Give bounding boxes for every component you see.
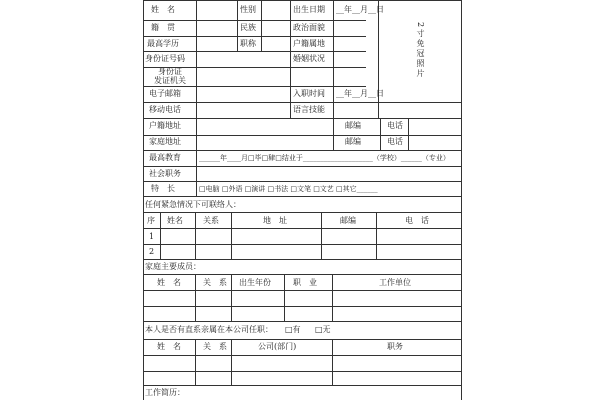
relatives-header-position: 职务 xyxy=(387,342,403,351)
row-divider xyxy=(143,321,462,322)
label-hire-date: 入职时间 xyxy=(293,89,325,98)
row-divider xyxy=(143,135,462,136)
column-divider xyxy=(231,339,232,385)
column-divider xyxy=(376,212,377,259)
emergency-header-relation: 关系 xyxy=(203,216,219,225)
label-native-place: 籍 贯 xyxy=(151,23,175,32)
column-divider xyxy=(195,274,196,321)
row-divider xyxy=(143,290,462,291)
column-divider xyxy=(195,339,196,385)
column-divider xyxy=(332,339,333,385)
table-border xyxy=(143,0,144,400)
column-divider xyxy=(333,118,334,150)
emergency-header-zip: 邮编 xyxy=(340,216,356,225)
column-divider xyxy=(332,274,333,321)
family-header-occupation: 职 业 xyxy=(293,278,317,287)
column-divider xyxy=(321,212,322,259)
row-divider xyxy=(143,118,462,119)
emergency-row-number: 2 xyxy=(149,247,155,256)
family-title: 家庭主要成员： xyxy=(145,262,201,271)
row-divider xyxy=(143,339,462,340)
column-divider xyxy=(380,118,381,150)
row-divider xyxy=(143,228,462,229)
row-divider xyxy=(143,102,462,103)
label-name: 姓 名 xyxy=(151,5,175,14)
family-header-name: 姓 名 xyxy=(157,278,181,287)
label-highest-education: 最高教育 xyxy=(149,153,181,162)
label-ethnicity: 民族 xyxy=(240,23,256,32)
column-divider xyxy=(333,0,334,118)
label-home-address: 家庭地址 xyxy=(149,137,181,146)
photo-placeholder: 2寸免冠照片 xyxy=(416,22,425,80)
label-specialty: 特 长 xyxy=(151,184,175,193)
emergency-header-name: 姓名 xyxy=(167,216,183,225)
label-email: 电子邮箱 xyxy=(149,89,181,98)
column-divider xyxy=(290,0,291,118)
relatives-header-relation: 关 系 xyxy=(203,342,227,351)
label-political: 政治面貌 xyxy=(293,23,325,32)
row-divider xyxy=(143,355,462,356)
label-zip: 邮编 xyxy=(345,121,361,130)
row-divider xyxy=(143,259,462,260)
emergency-row-number: 1 xyxy=(149,232,155,241)
family-header-employer: 工作单位 xyxy=(379,278,411,287)
label-id-number: 身份证号码 xyxy=(145,54,185,63)
column-divider xyxy=(196,0,197,196)
relatives-no-checkbox[interactable]: □无 xyxy=(315,325,331,334)
label-hukou-address: 户籍地址 xyxy=(149,121,181,130)
column-divider xyxy=(408,118,409,150)
label-mobile: 移动电话 xyxy=(149,105,181,114)
family-header-relation: 关 系 xyxy=(203,278,227,287)
label-gender: 性别 xyxy=(240,5,256,14)
table-border xyxy=(143,0,462,1)
label-phone: 电话 xyxy=(387,137,403,146)
emergency-header-address: 地 址 xyxy=(263,216,287,225)
dob-input[interactable]: __年__月__日 xyxy=(336,5,384,14)
label-zip: 邮编 xyxy=(345,137,361,146)
table-border xyxy=(461,0,462,400)
row-divider xyxy=(143,166,462,167)
column-divider xyxy=(231,274,232,321)
work-history-title: 工作简历： xyxy=(145,388,185,397)
row-divider xyxy=(143,385,462,386)
label-marital: 婚姻状况 xyxy=(293,54,325,63)
education-line[interactable]: ______年____月□毕□肄□结业于____________________（学校）______（专业） xyxy=(199,154,450,162)
column-divider xyxy=(231,212,232,259)
relatives-yes-checkbox[interactable]: □有 xyxy=(285,325,301,334)
row-divider xyxy=(143,196,462,197)
label-phone: 电话 xyxy=(387,121,403,130)
hire-date-input[interactable]: __年__月__日 xyxy=(336,89,384,98)
label-dob: 出生日期 xyxy=(293,5,325,14)
label-language: 语言技能 xyxy=(293,105,325,114)
row-divider xyxy=(143,306,462,307)
column-divider xyxy=(261,0,262,51)
specialty-options[interactable]: □电脑 □外语 □演讲 □书法 □文笔 □文艺 □其它______ xyxy=(199,185,378,193)
emergency-header-phone: 电 话 xyxy=(405,216,429,225)
label-social-position: 社会职务 xyxy=(149,169,181,178)
row-divider xyxy=(143,244,462,245)
row-divider xyxy=(143,212,462,213)
column-divider xyxy=(160,212,161,259)
column-divider xyxy=(195,212,196,259)
column-divider xyxy=(284,274,285,321)
relatives-header-name: 姓 名 xyxy=(157,342,181,351)
emergency-title: 任何紧急情况下可联络人： xyxy=(145,200,241,209)
relatives-title: 本人是否有直系亲属在本公司任职： xyxy=(145,325,273,334)
column-divider xyxy=(237,0,238,51)
label-education: 最高学历 xyxy=(147,39,179,48)
row-divider xyxy=(143,274,462,275)
label-title: 职称 xyxy=(240,39,256,48)
family-header-birth-year: 出生年份 xyxy=(239,278,271,287)
label-id-issuer: 身份证 发证机关 xyxy=(154,67,186,85)
row-divider xyxy=(143,181,462,182)
emergency-header-seq: 序 xyxy=(147,216,155,225)
column-divider xyxy=(378,0,379,118)
relatives-header-company: 公司(部门) xyxy=(258,342,297,351)
row-divider xyxy=(143,150,462,151)
row-divider xyxy=(143,371,462,372)
registration-form xyxy=(143,0,462,400)
label-hukou-place: 户籍属地 xyxy=(293,39,325,48)
